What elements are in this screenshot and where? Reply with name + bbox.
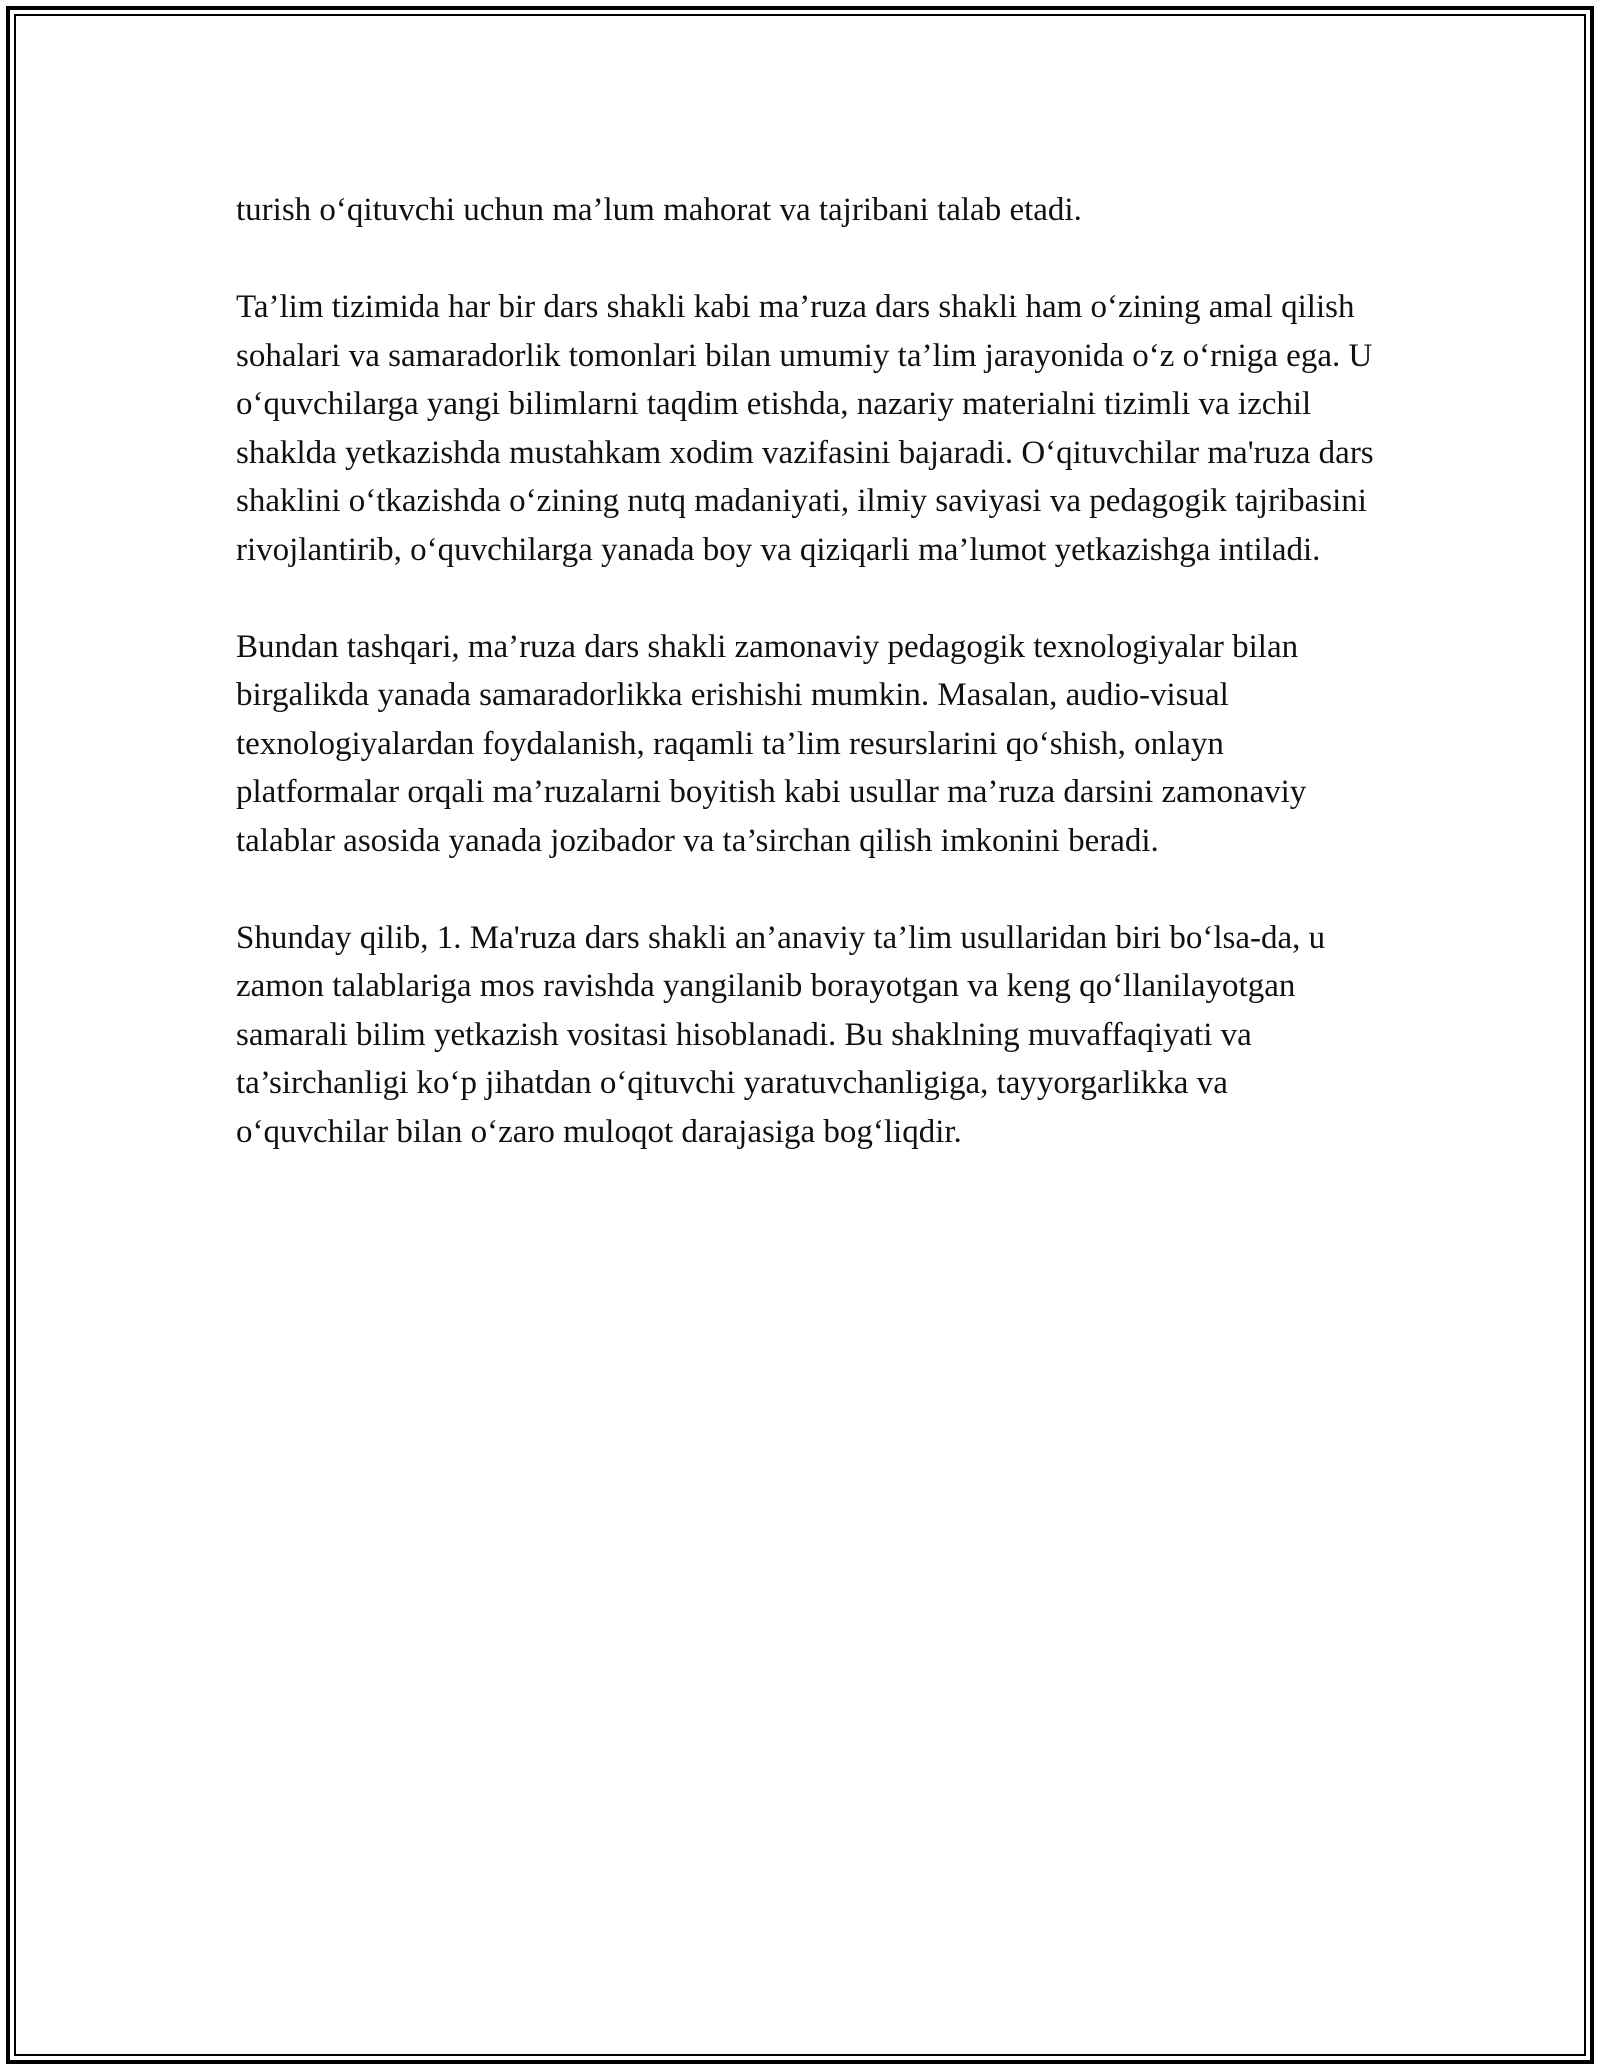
paragraph-3: Bundan tashqari, ma’ruza dars shakli zamonaviy pedagogik texnologiyalar bilan birgalikda yanada samaradorlikka erishishi mumkin. Masalan, audio-visual texnologiyalardan foydalanish, raqamli ta’lim resurslarini qo‘shish, onlayn platformalar orqali ma’ruzalarni boyitish kabi usullar ma’ruza darsini zamonaviy talablar asosida yanada jozibador va ta’sirchan qilish imkonini beradi.	[236, 628, 1307, 859]
paragraph-2: Ta’lim tizimida har bir dars shakli kabi ma’ruza dars shakli ham o‘zining amal qilish sohalari va samaradorlik tomonlari bilan umumiy ta’lim jarayonida o‘z o‘rniga ega. U o‘quvchilarga yangi bilimlarni taqdim etishda, nazariy materialni tizimli va izchil shaklda yetkazishda mustahkam xodim vazifasini bajaradi. O‘qituvchilar ma'ruza dars shaklini o‘tkazishda o‘zining nutq madaniyati, ilmiy saviyasi va pedagogik tajribasini rivojlantirib, o‘quvchilarga yanada boy va qiziqarli ma’lumot yetkazishga intiladi.	[236, 289, 1374, 568]
paragraph-1: turish o‘qituvchi uchun ma’lum mahorat va tajribani talab etadi.	[236, 192, 1082, 228]
document-body	[236, 186, 1376, 1205]
paragraph-4: Shunday qilib, 1. Ma'ruza dars shakli an’anaviy ta’lim usullaridan biri bo‘lsa-da, u zamon talablariga mos ravishda yangilanib borayotgan va keng qo‘llanilayotgan samarali bilim yetkazish vositasi hisoblanadi. Bu shaklning muvaffaqiyati va ta’sirchanligi ko‘p jihatdan o‘qituvchi yaratuvchanligiga, tayyorgarlikka va o‘quvchilar bilan o‘zaro muloqot darajasiga bog‘liqdir.	[236, 919, 1326, 1150]
